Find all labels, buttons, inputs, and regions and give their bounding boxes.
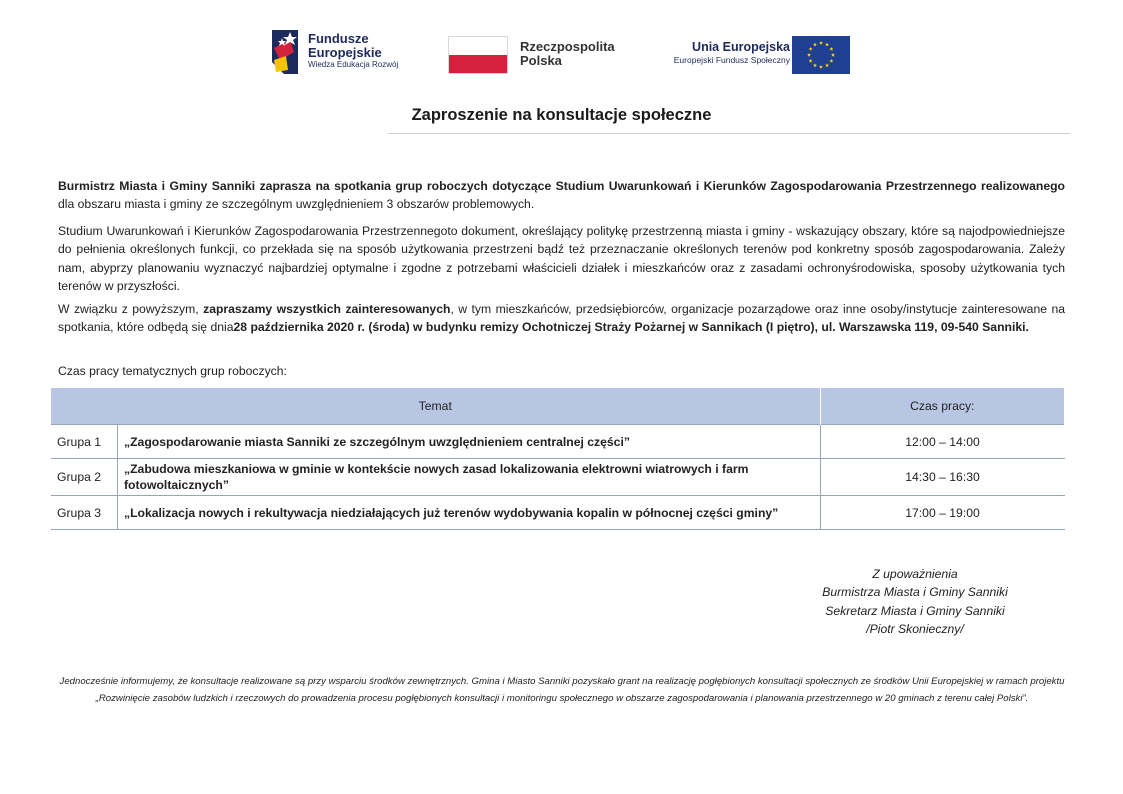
group-cell: Grupa 2 xyxy=(51,459,118,496)
schedule-intro: Czas pracy tematycznych grup roboczych: xyxy=(58,364,287,378)
eu-flag-icon xyxy=(792,36,850,74)
rzeczpospolita-polska-logo xyxy=(448,26,628,78)
signature-block xyxy=(760,565,1070,638)
eu-star-icon xyxy=(807,53,811,57)
topic-cell: „Zabudowa mieszkaniowa w gminie w kontekście nowych zasad lokalizowania elektrowni wiatrowych i farm fotowoltaicznych” xyxy=(118,459,821,496)
fe-logo-line1: Fundusze xyxy=(308,31,369,46)
ue-logo-line2: Europejski Fundusz Społeczny xyxy=(673,55,790,65)
table-row xyxy=(51,425,1065,459)
invitation-date-location: 28 października 2020 r. (środa) w budynku remizy Ochotniczej Straży Pożarnej w Sannikach (I piętro), ul. Warszawska 119, 09-540 Sanniki. xyxy=(233,320,1029,335)
table-row xyxy=(51,459,1065,496)
fe-logo-line2: Europejskie xyxy=(308,44,382,60)
intro-text: dla obszaru miasta i gminy ze szczególnym uwzględnieniem 3 obszarów problemowych. xyxy=(58,197,535,212)
intro-paragraph xyxy=(58,177,1065,214)
intro-bold-text: Burmistrz Miasta i Gminy Sanniki zaprasza na spotkania grup roboczych dotyczące Studium Uwarunkowań i Kierunków Zagospodarowania Przestrzennego realizowanego xyxy=(58,179,1065,193)
ue-logo-line1: Unia Europejska xyxy=(692,40,790,54)
time-cell: 14:30 – 16:30 xyxy=(820,459,1065,496)
eu-star-icon xyxy=(825,63,829,67)
invitation-bold-1: zapraszamy wszystkich zainteresowanych xyxy=(203,302,451,316)
eu-star-icon xyxy=(809,59,813,63)
table-header-row xyxy=(51,388,1065,425)
invitation-text-1: W związku z powyższym, xyxy=(58,302,204,316)
topic-cell: „Zagospodarowanie miasta Sanniki ze szczególnym uwzględnieniem centralnej części” xyxy=(118,425,821,459)
eu-star-icon xyxy=(825,43,829,47)
eu-star-icon xyxy=(829,47,833,51)
table-row xyxy=(51,496,1065,530)
eu-star-icon xyxy=(813,43,817,47)
invitation-text-2: , w tym mieszkańców, przedsiębiorców, organizacje pozarządowe oraz inne osoby/instytucje zainteresowane na spotkania, które odbędą się dnia xyxy=(58,302,1065,335)
eu-star-icon xyxy=(831,53,835,57)
study-description-paragraph: Studium Uwarunkowań i Kierunków Zagospodarowania Przestrzennegoto dokument, określający politykę przestrzenną miasta i gminy - wskazujący obszary, które są najodpowiedniejsze do pełnienia określonych funkcji, co przekłada się na sposób użytkowania przestrzeni bądź też przeznaczanie określonych terenów pod konkretny sposób zagospodarowania. Zależy nam, abyprzy planowaniu wyznaczyć najbardziej optymalne i zgodne z potrzebami właścicieli działek i mieszkańców oraz z zasadami ochronyśrodowiska, sposoby użytkowania tych terenów w przyszłości. xyxy=(58,224,1065,293)
invitation-paragraph xyxy=(58,300,1065,337)
signature-line-4: /Piotr Skonieczny/ xyxy=(866,621,964,636)
eu-star-icon xyxy=(819,65,823,69)
time-cell: 12:00 – 14:00 xyxy=(820,425,1065,459)
signature-line-3: Sekretarz Miasta i Gminy Sanniki xyxy=(825,603,1005,618)
signature-line-1: Z upoważnienia xyxy=(872,567,958,581)
group-cell: Grupa 1 xyxy=(51,425,118,459)
eu-star-icon xyxy=(829,59,833,63)
logo-bar xyxy=(270,26,860,78)
group-cell: Grupa 3 xyxy=(51,496,118,530)
signature-line-2: Burmistrza Miasta i Gminy Sanniki xyxy=(822,585,1008,600)
time-cell: 17:00 – 19:00 xyxy=(820,496,1065,530)
unia-europejska-logo xyxy=(655,26,860,78)
topic-cell: „Lokalizacja nowych i rekultywacja niedziałających już terenów wydobywania kopalin w północnej części gminy” xyxy=(118,496,821,530)
rp-logo-line2: Polska xyxy=(520,53,562,69)
funding-footnote: Jednocześnie informujemy, że konsultacje realizowane są przy wsparciu środków zewnętrznych. Gmina i Miasto Sanniki pozyskało grant na realizację pogłębionych konsultacji społecznych ze środków Unii Europejskiej w ramach projektu „Rozwinięcie zasobów ludzkich i rzeczowych do prowadzenia procesu pogłębionych konsultacji i monitoringu społecznego w obszarze zagospodarowania i planowania przestrzennego w 20 gminach z terenu całej Polski”. xyxy=(59,676,1065,704)
fundusze-europejskie-logo xyxy=(270,26,420,78)
eu-star-icon xyxy=(809,47,813,51)
title-divider xyxy=(388,133,1070,134)
fe-logo-tagline: Wiedza Edukacja Rozwój xyxy=(308,60,399,70)
fe-stars-icon xyxy=(270,26,302,78)
polish-flag-icon xyxy=(448,36,508,74)
working-groups-table xyxy=(51,388,1065,530)
page-title: Zaproszenie na konsultacje społeczne xyxy=(411,106,712,124)
rp-logo-line1: Rzeczpospolita xyxy=(520,39,615,54)
eu-star-icon xyxy=(813,63,817,67)
eu-star-icon xyxy=(819,41,823,45)
header-time: Czas pracy: xyxy=(820,388,1065,425)
header-topic: Temat xyxy=(51,388,820,425)
